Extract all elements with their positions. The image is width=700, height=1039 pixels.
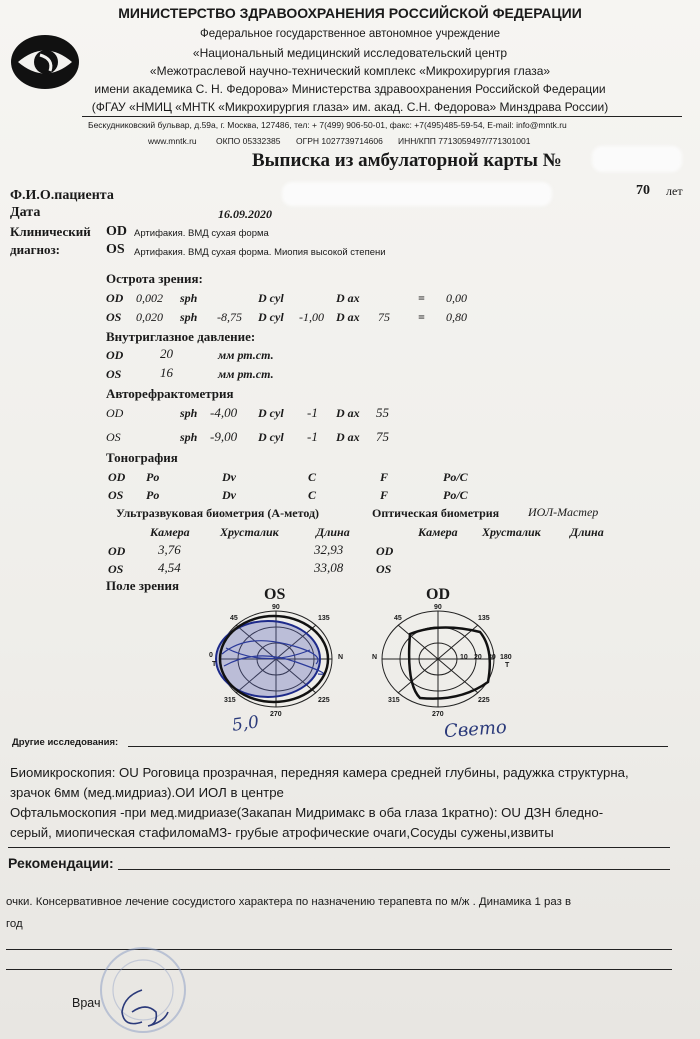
dax-label: D ax xyxy=(336,310,360,324)
autoref-heading: Авторефрактометрия xyxy=(106,386,234,401)
od-handwritten-note: Свето xyxy=(443,716,508,743)
od-field-label: OD xyxy=(426,586,450,603)
inn-text: ИНН/КПП 7713059497/771301001 xyxy=(398,136,531,146)
biomicroscopy-line-2: зрачок 6мм (мед.мидриаз).OИ ИОЛ в центре xyxy=(10,785,284,800)
sph-value: -8,75 xyxy=(217,310,242,324)
cyl-value: -1 xyxy=(307,405,318,420)
sph-label: sph xyxy=(180,291,198,305)
iop-os-value: 16 xyxy=(160,365,173,380)
document-title: Выписка из амбулаторной карты № xyxy=(252,150,562,171)
ophthalmoscopy-line-1: Офтальмоскопия -при мед.мидриазе(Закапан Мидримакс в оба глаза 1кратно): OU ДЗН бледно- xyxy=(10,805,604,820)
ogrn-text: ОГРН 1027739714606 xyxy=(296,136,383,146)
c-label: C xyxy=(308,488,317,502)
os-diag-label: OS xyxy=(106,242,125,257)
od-tick-180: 180 xyxy=(500,654,512,661)
eye-label: OD xyxy=(106,406,124,420)
dcyl-label: D cyl xyxy=(258,291,284,305)
recommendations-label: Рекомендации: xyxy=(8,855,114,871)
os-tick-225: 225 xyxy=(318,697,330,704)
diagnosis-label-2: диагноз: xyxy=(10,242,61,257)
iop-os-unit: мм рт.ст. xyxy=(218,367,274,381)
opt-col-lens: Хрусталик xyxy=(482,525,541,539)
other-studies-rule xyxy=(128,746,668,747)
site-text: www.mntk.ru xyxy=(148,136,197,146)
doctor-signature-icon xyxy=(112,982,172,1034)
dcyl-label: D cyl xyxy=(258,310,284,324)
optical-device: ИОЛ-Мастер xyxy=(528,505,599,519)
org-line-1: Федеральное государственное автономное учреждение xyxy=(199,28,500,40)
od-ring-10: 10 xyxy=(460,654,468,661)
date-label: Дата xyxy=(10,205,41,220)
os-tick-90: 90 xyxy=(272,604,280,611)
od-visual-field-chart xyxy=(370,604,520,722)
eye-label: OD xyxy=(108,544,126,558)
org-line-4: имени академика С. Н. Федорова» Министерства здравоохранения Российской Федерации xyxy=(94,82,606,96)
poc-label: Po/C xyxy=(443,488,468,502)
os-visual-field-chart xyxy=(206,604,356,722)
col-chamber: Камера xyxy=(150,525,190,539)
os-tick-135: 135 xyxy=(318,615,330,622)
os-tick-n: N xyxy=(338,654,344,661)
sph-label: sph xyxy=(180,430,198,444)
os-tick-0: 0 xyxy=(209,652,213,659)
f-label: F xyxy=(380,488,389,502)
equals-sign: = xyxy=(418,310,425,324)
c-label: C xyxy=(308,470,317,484)
od-ring-30: 30 xyxy=(488,654,496,661)
os-field-label: OS xyxy=(264,586,286,603)
opt-eye-label: OD xyxy=(376,544,394,558)
org-line-3: «Межотраслевой научно-технический комплекс «Микрохирургия глаза» xyxy=(149,64,551,78)
org-line-2: «Национальный медицинский исследовательский центр xyxy=(192,46,508,60)
address-line: Бескудниковский бульвар, д.59а, г. Москва, 127486, тел: + 7(499) 906-50-01, факс: +7(495)485-59-54, E-mail: info@mntk.ru xyxy=(88,120,567,130)
doctor-label: Врач xyxy=(72,996,101,1010)
acuity-value: 0,002 xyxy=(136,291,163,305)
od-tick-n: N xyxy=(372,654,378,661)
po-label: Po xyxy=(146,488,160,502)
os-handwritten-note: 5,0 xyxy=(230,712,261,736)
opt-eye-label: OS xyxy=(376,562,392,576)
visual-field-heading: Поле зрения xyxy=(106,578,179,593)
eye-label: OD xyxy=(106,291,124,305)
iop-od-value: 20 xyxy=(160,346,173,361)
po-label: Po xyxy=(146,470,160,484)
eye-label: OS xyxy=(106,310,122,324)
poc-label: Po/C xyxy=(443,470,468,484)
sph-value: -4,00 xyxy=(210,405,238,420)
eye-label: OS xyxy=(106,430,121,444)
optical-biometry-heading: Оптическая биометрия xyxy=(372,506,500,520)
chamber-value: 3,76 xyxy=(158,542,181,557)
od-tick-135: 135 xyxy=(478,615,490,622)
org-line-5: (ФГАУ «НМИЦ «МНТК «Микрохирургия глаза» им. акад. С.Н. Федорова» Минздрава России) xyxy=(91,100,609,114)
patient-name-label: Ф.И.О.пациента xyxy=(10,188,114,203)
recommendations-rule xyxy=(118,869,670,870)
od-ring-20: 20 xyxy=(474,654,482,661)
eye-label: OS xyxy=(108,488,124,502)
redacted-card-number xyxy=(592,146,682,172)
os-tick-45: 45 xyxy=(230,615,238,622)
os-tick-t: T xyxy=(212,661,217,668)
corrected-acuity: 0,80 xyxy=(446,310,467,324)
eye-label: OS xyxy=(108,562,124,576)
iop-heading: Внутриглазное давление: xyxy=(106,329,256,344)
iop-od-label: OD xyxy=(106,348,124,362)
od-tick-t: T xyxy=(505,662,510,669)
acuity-value: 0,020 xyxy=(136,310,163,324)
col-lens: Хрусталик xyxy=(220,525,279,539)
od-diagnosis: Артифакия. ВМД сухая форма xyxy=(134,228,269,239)
diagnosis-label-1: Клинический xyxy=(10,224,91,239)
dax-label: D ax xyxy=(336,406,360,420)
od-tick-225: 225 xyxy=(478,697,490,704)
us-biometry-heading: Ультразвуковая биометрия (А-метод) xyxy=(116,506,320,520)
redacted-patient-name xyxy=(282,182,552,206)
opt-col-length: Длина xyxy=(570,525,604,539)
iop-od-unit: мм рт.ст. xyxy=(218,348,274,362)
okpo-text: ОКПО 05332385 xyxy=(216,136,281,146)
sph-label: sph xyxy=(180,406,198,420)
od-tick-45: 45 xyxy=(394,615,402,622)
ophthalmoscopy-line-2: серый, миопическая стафиломаМЗ- грубые атрофические очаги,Сосуды сужены,извиты xyxy=(10,825,554,840)
dax-label: D ax xyxy=(336,430,360,444)
sph-label: sph xyxy=(180,310,198,324)
iop-os-label: OS xyxy=(106,367,122,381)
other-studies-bottom-rule xyxy=(8,847,670,848)
patient-age: 70 xyxy=(636,183,650,198)
f-label: F xyxy=(380,470,389,484)
tonography-heading: Тонография xyxy=(106,450,178,465)
ax-value: 55 xyxy=(376,405,389,420)
ministry-title: МИНИСТЕРСТВО ЗДРАВООХРАНЕНИЯ РОССИЙСКОЙ ФЕДЕРАЦИИ xyxy=(118,5,582,21)
ax-value: 75 xyxy=(378,310,390,324)
col-length: Длина xyxy=(316,525,350,539)
recommendations-line-2: год xyxy=(6,918,23,930)
age-unit: лет xyxy=(666,184,683,198)
cyl-value: -1,00 xyxy=(299,310,324,324)
os-tick-270: 270 xyxy=(270,711,282,718)
dcyl-label: D cyl xyxy=(258,406,284,420)
recommendations-line-1: очки. Консервативное лечение сосудистого характера по назначению терапевта по м/ж . Динамика 1 раз в xyxy=(6,896,572,908)
dv-label: Dv xyxy=(222,488,236,502)
header-divider xyxy=(82,116,682,117)
sph-value: -9,00 xyxy=(210,429,238,444)
ax-value: 75 xyxy=(376,429,389,444)
od-tick-315: 315 xyxy=(388,697,400,704)
dv-label: Dv xyxy=(222,470,236,484)
od-tick-270: 270 xyxy=(432,711,444,718)
chamber-value: 4,54 xyxy=(158,560,181,575)
dax-label: D ax xyxy=(336,291,360,305)
od-tick-90: 90 xyxy=(434,604,442,611)
visit-date: 16.09.2020 xyxy=(218,207,272,221)
os-diagnosis: Артифакия. ВМД сухая форма. Миопия высокой степени xyxy=(134,247,386,258)
cyl-value: -1 xyxy=(307,429,318,444)
biomicroscopy-line-1: Биомикроскопия: OU Роговица прозрачная, передняя камера средней глубины, радужка структурна, xyxy=(10,765,629,780)
opt-col-chamber: Камера xyxy=(418,525,458,539)
length-value: 32,93 xyxy=(314,542,344,557)
eye-label: OD xyxy=(108,470,126,484)
od-diag-label: OD xyxy=(106,224,127,239)
length-value: 33,08 xyxy=(314,560,344,575)
dcyl-label: D cyl xyxy=(258,430,284,444)
corrected-acuity: 0,00 xyxy=(446,291,467,305)
other-studies-label: Другие исследования: xyxy=(12,737,119,748)
os-tick-315: 315 xyxy=(224,697,236,704)
equals-sign: = xyxy=(418,291,425,305)
acuity-heading: Острота зрения: xyxy=(106,271,203,286)
